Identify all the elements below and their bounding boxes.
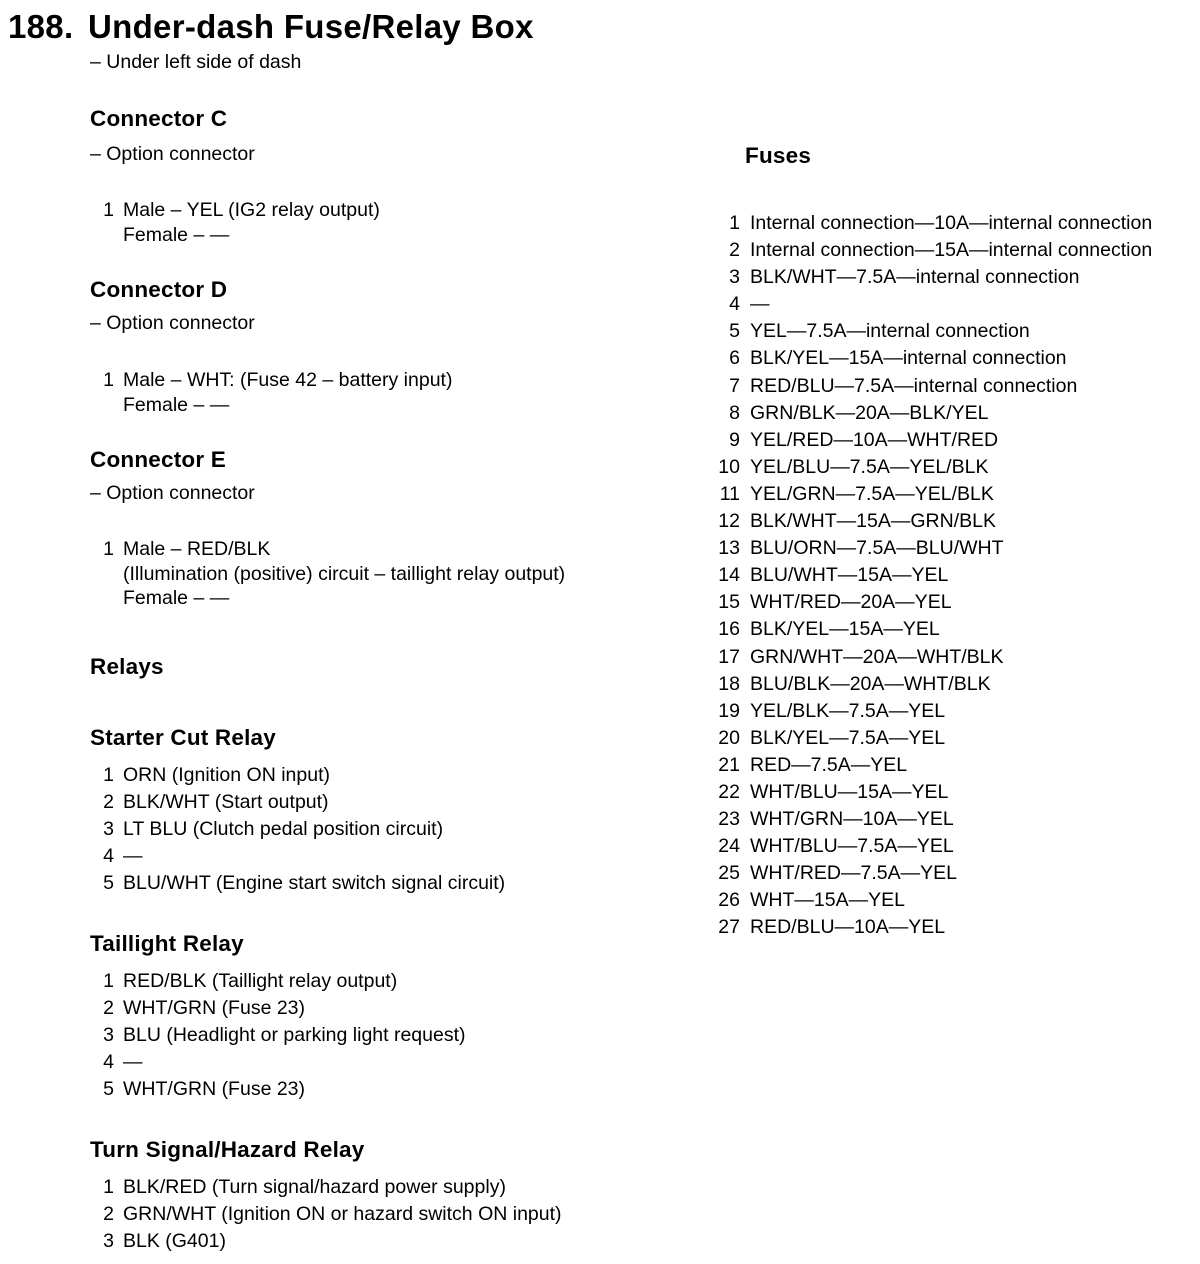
pin-number: 1 <box>103 764 114 786</box>
fuse-row <box>702 562 1152 589</box>
fuse-text: YEL/BLU—7.5A—YEL/BLK <box>750 455 989 478</box>
relay-pin-row <box>98 1076 466 1103</box>
relay-pin-row <box>98 1174 562 1201</box>
pin-text: BLK (G401) <box>123 1230 226 1252</box>
relay-pin-row <box>98 816 505 843</box>
fuse-text: GRN/BLK—20A—BLK/YEL <box>750 401 989 424</box>
fuse-text: WHT/BLU—15A—YEL <box>750 780 949 803</box>
fuse-number: 14 <box>718 564 740 587</box>
pin-text: WHT/GRN (Fuse 23) <box>123 1078 306 1100</box>
fuse-row <box>702 318 1152 345</box>
fuse-row <box>702 644 1152 671</box>
fuse-row <box>702 345 1152 372</box>
fuse-text: Internal connection—10A—internal connection <box>750 212 1153 234</box>
pin-text: BLU (Headlight or parking light request) <box>123 1024 466 1046</box>
fuse-row <box>702 291 1152 318</box>
pin-number: 3 <box>103 1024 114 1046</box>
fuse-number: 5 <box>729 320 740 343</box>
fuse-row <box>702 671 1152 698</box>
fuse-text: YEL/RED—10A—WHT/RED <box>750 428 999 451</box>
relay-pin-row <box>98 870 505 897</box>
turn-signal-hazard-relay-heading: Turn Signal/Hazard Relay <box>90 1137 365 1162</box>
taillight-relay-heading: Taillight Relay <box>90 931 244 956</box>
pin-number: 4 <box>103 845 114 867</box>
pin-text: Female – — <box>123 393 230 416</box>
fuse-row <box>702 237 1152 264</box>
fuse-row <box>702 264 1152 291</box>
fuse-number: 6 <box>729 347 740 370</box>
pin-text: BLK/WHT (Start output) <box>123 791 329 813</box>
fuse-number: 12 <box>718 510 740 533</box>
pin-text: BLK/RED (Turn signal/hazard power supply) <box>123 1176 506 1198</box>
relay-pin-row <box>98 789 505 816</box>
relay-pin-row <box>98 968 466 995</box>
relays-heading: Relays <box>90 654 164 679</box>
fuse-row <box>702 535 1152 562</box>
fuse-text: Internal connection—15A—internal connection <box>750 239 1153 262</box>
connector-d-note: – Option connector <box>90 312 255 334</box>
pin-number: 5 <box>103 1078 114 1100</box>
fuse-number: 13 <box>718 537 740 560</box>
fuse-text: YEL/GRN—7.5A—YEL/BLK <box>750 482 994 505</box>
pin-number: 3 <box>103 818 114 840</box>
pin-number: 1 <box>103 1176 114 1198</box>
pin-number: 2 <box>103 997 114 1019</box>
fuse-number: 7 <box>729 374 740 397</box>
taillight-relay-pin-list <box>98 968 466 1103</box>
fuse-text: BLK/YEL—7.5A—YEL <box>750 726 946 749</box>
fuse-number: 17 <box>718 645 740 668</box>
fuse-text: BLK/WHT—7.5A—internal connection <box>750 266 1080 289</box>
fuse-text: WHT/RED—20A—YEL <box>750 591 952 614</box>
fuse-text: RED—7.5A—YEL <box>750 753 908 776</box>
fuse-number: 21 <box>718 753 740 776</box>
pin-text: Female – — <box>123 587 230 609</box>
pin-number: 3 <box>103 1230 114 1252</box>
fuse-number: 23 <box>718 808 740 831</box>
page-title <box>8 8 534 46</box>
fuse-number: 16 <box>718 618 740 641</box>
fuse-text: BLK/YEL—15A—YEL <box>750 618 940 641</box>
connector-c-note: – Option connector <box>90 143 255 165</box>
pin-text: Male – WHT: (Fuse 42 – battery input) <box>123 369 453 391</box>
fuse-row <box>702 616 1152 643</box>
pin-row-continuation <box>98 562 565 587</box>
fuse-number: 2 <box>729 239 740 262</box>
fuse-text: BLU/BLK—20A—WHT/BLK <box>750 672 991 695</box>
fuse-text: RED/BLU—10A—YEL <box>750 916 946 939</box>
pin-text: ORN (Ignition ON input) <box>123 764 330 786</box>
fuse-number: 25 <box>718 862 740 885</box>
connector-e-pin-list <box>98 537 565 611</box>
pin-row <box>98 198 380 223</box>
relay-pin-row <box>98 1201 562 1228</box>
pin-row <box>98 368 452 393</box>
connector-e-heading: Connector E <box>90 447 226 472</box>
relay-pin-row <box>98 843 505 870</box>
connector-c-heading: Connector C <box>90 106 228 131</box>
fuse-text: WHT/GRN—10A—YEL <box>750 808 954 831</box>
fuse-text: WHT/RED—7.5A—YEL <box>750 862 957 885</box>
fuse-number: 22 <box>718 780 740 803</box>
pin-number: 2 <box>103 1203 114 1225</box>
pin-row-continuation <box>98 586 565 611</box>
fuse-row <box>702 481 1152 508</box>
fuse-text: BLU/WHT—15A—YEL <box>750 564 949 587</box>
starter-cut-relay-heading: Starter Cut Relay <box>90 725 276 750</box>
fuse-row <box>702 887 1152 914</box>
fuse-text: — <box>750 293 770 316</box>
fuse-text: GRN/WHT—20A—WHT/BLK <box>750 645 1004 668</box>
pin-text: — <box>123 845 143 867</box>
fuse-row <box>702 914 1152 941</box>
fuse-number: 11 <box>719 482 740 505</box>
pin-text: GRN/WHT (Ignition ON or hazard switch ON input) <box>123 1203 562 1225</box>
fuse-row <box>702 806 1152 833</box>
fuse-number: 24 <box>718 835 740 858</box>
connector-e-note: – Option connector <box>90 482 255 504</box>
fuse-number: 9 <box>729 428 740 451</box>
fuse-number: 20 <box>718 726 740 749</box>
fuse-number: 8 <box>729 401 740 424</box>
fuse-text: YEL/BLK—7.5A—YEL <box>750 699 946 722</box>
title-text: Under-dash Fuse/Relay Box <box>88 8 534 45</box>
fuse-text: YEL—7.5A—internal connection <box>750 320 1030 343</box>
fuse-text: BLK/WHT—15A—GRN/BLK <box>750 510 996 533</box>
pin-text: WHT/GRN (Fuse 23) <box>123 997 306 1019</box>
fuse-text: RED/BLU—7.5A—internal connection <box>750 374 1078 397</box>
fuse-row <box>702 698 1152 725</box>
relay-pin-row <box>98 1049 466 1076</box>
pin-number: 2 <box>103 791 114 813</box>
fuse-row <box>702 833 1152 860</box>
fuses-heading: Fuses <box>745 143 812 168</box>
connector-d-heading: Connector D <box>90 277 228 302</box>
fuse-row <box>702 860 1152 887</box>
pin-text: — <box>123 1051 143 1073</box>
pin-number: 1 <box>103 369 114 391</box>
page-subtitle: – Under left side of dash <box>90 51 302 73</box>
pin-text: LT BLU (Clutch pedal position circuit) <box>123 818 444 840</box>
fuse-text: WHT—15A—YEL <box>750 889 905 912</box>
fuse-row <box>702 725 1152 752</box>
connector-d-pin-list <box>98 368 452 417</box>
fuse-number: 15 <box>718 591 740 614</box>
pin-row-continuation <box>98 223 380 248</box>
pin-number: 5 <box>103 872 114 894</box>
fuse-number: 4 <box>729 293 740 316</box>
fuse-row <box>702 508 1152 535</box>
pin-number: 1 <box>103 970 114 992</box>
fuse-row <box>702 779 1152 806</box>
relay-pin-row <box>98 762 505 789</box>
connector-c-pin-list <box>98 198 380 247</box>
fuse-number: 18 <box>718 672 740 695</box>
fuse-number: 26 <box>718 889 740 912</box>
fuse-number: 10 <box>718 455 740 478</box>
fuse-list <box>702 210 1152 942</box>
pin-text: BLU/WHT (Engine start switch signal circuit) <box>123 872 506 894</box>
fuse-row <box>702 427 1152 454</box>
fuse-row <box>702 373 1152 400</box>
fuse-text: BLK/YEL—15A—internal connection <box>750 347 1067 370</box>
pin-text: Male – YEL (IG2 relay output) <box>123 199 380 221</box>
relay-pin-row <box>98 1022 466 1049</box>
section-number: 188. <box>8 8 74 45</box>
pin-number: 1 <box>103 538 114 560</box>
pin-row-continuation <box>98 393 452 418</box>
pin-text: (Illumination (positive) circuit – taillight relay output) <box>123 562 566 585</box>
pin-row <box>98 537 565 562</box>
relay-pin-row <box>98 1228 562 1255</box>
fuse-text: BLU/ORN—7.5A—BLU/WHT <box>750 537 1004 560</box>
fuse-number: 3 <box>729 266 740 289</box>
relay-pin-row <box>98 995 466 1022</box>
fuse-row <box>702 210 1152 237</box>
fuse-number: 1 <box>729 212 740 234</box>
pin-text: RED/BLK (Taillight relay output) <box>123 970 398 992</box>
fuse-row <box>702 400 1152 427</box>
fuse-number: 19 <box>718 699 740 722</box>
fuse-row <box>702 752 1152 779</box>
fuse-row <box>702 589 1152 616</box>
fuse-row <box>702 454 1152 481</box>
starter-cut-relay-pin-list <box>98 762 505 897</box>
pin-number: 4 <box>103 1051 114 1073</box>
pin-number: 1 <box>103 199 114 221</box>
pin-text: Male – RED/BLK <box>123 538 271 560</box>
fuse-text: WHT/BLU—7.5A—YEL <box>750 835 954 858</box>
turn-signal-hazard-relay-pin-list <box>98 1174 562 1255</box>
pin-text: Female – — <box>123 223 230 246</box>
fuse-number: 27 <box>718 916 740 939</box>
